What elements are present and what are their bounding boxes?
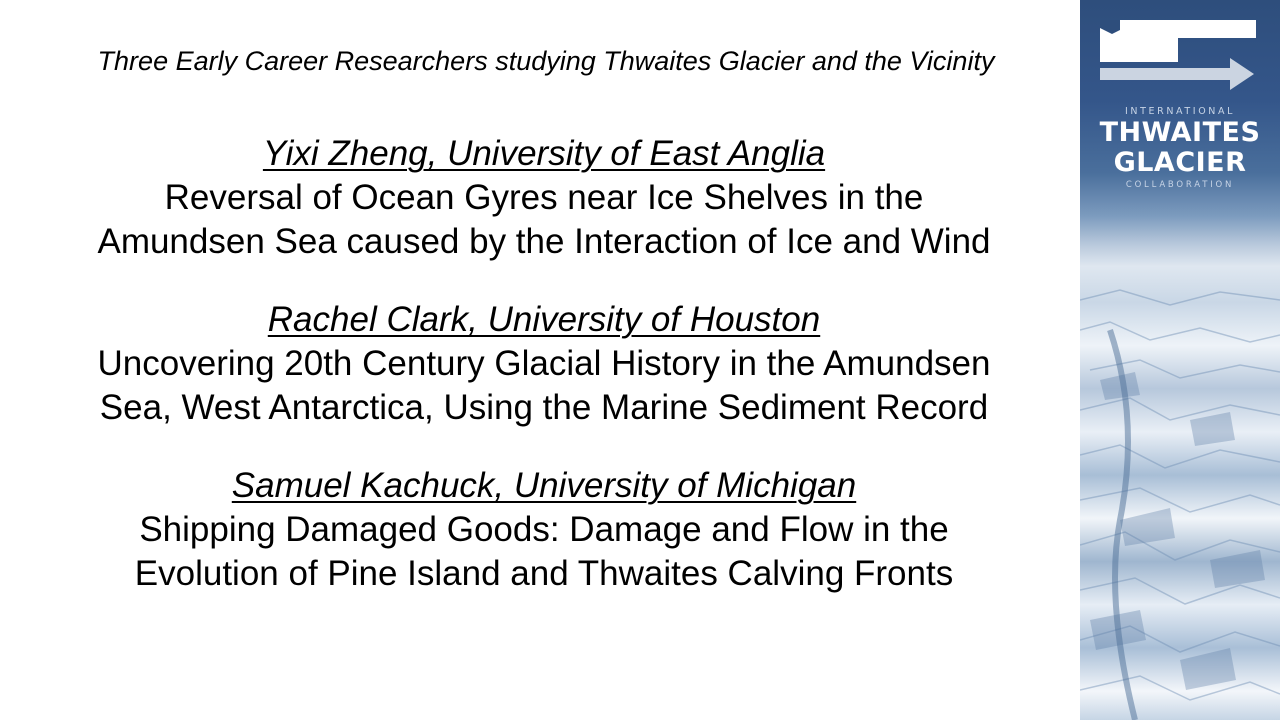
researcher-entry bbox=[0, 464, 1088, 596]
researcher-entry bbox=[0, 132, 1088, 264]
talk-title-line: Shipping Damaged Goods: Damage and Flow in the bbox=[139, 510, 949, 549]
researcher-name: Samuel Kachuck, University of Michigan bbox=[231, 466, 857, 505]
logo-international: INTERNATIONAL bbox=[1125, 106, 1235, 117]
logo-glacier: GLACIER bbox=[1113, 147, 1247, 178]
researcher-entry bbox=[0, 298, 1088, 430]
talk-title-line: Uncovering 20th Century Glacial History in the Amundsen bbox=[97, 344, 991, 383]
talk-title-line: Reversal of Ocean Gyres near Ice Shelves in the bbox=[164, 178, 924, 217]
logo-thwaites: THWAITES bbox=[1099, 117, 1261, 148]
talk-title-line: Amundsen Sea caused by the Interaction of Ice and Wind bbox=[97, 222, 991, 261]
researcher-name: Yixi Zheng, University of East Anglia bbox=[262, 134, 826, 173]
logo-collaboration: COLLABORATION bbox=[1125, 180, 1235, 190]
sidebar-ice-photo bbox=[1080, 0, 1280, 720]
talk-title-line: Evolution of Pine Island and Thwaites Calving Fronts bbox=[134, 554, 954, 593]
talk-title-line: Sea, West Antarctica, Using the Marine Sediment Record bbox=[99, 388, 989, 427]
researcher-name: Rachel Clark, University of Houston bbox=[267, 300, 821, 339]
slide-subtitle: Three Early Career Researchers studying Thwaites Glacier and the Vicinity bbox=[97, 46, 995, 76]
